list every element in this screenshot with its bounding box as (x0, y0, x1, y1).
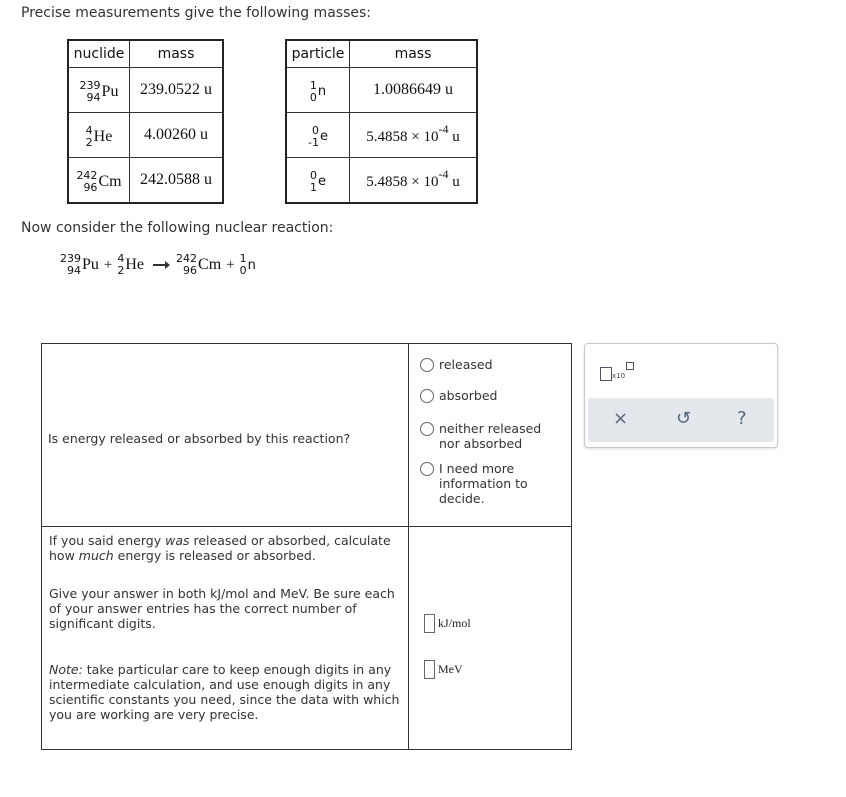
mev-input[interactable] (424, 660, 435, 679)
particle-cell (286, 113, 350, 158)
particle-header: particle (286, 40, 350, 68)
option-need-more-info[interactable]: I need more information to decide. (420, 461, 570, 506)
question2-note: Note: take particular care to keep enough digits in any intermediate calculation, and use enough digits in any scientific constants you need, since the data with which you are working are very precise. (49, 662, 400, 722)
mev-unit: MeV (438, 662, 463, 676)
mass-header: mass (130, 40, 224, 68)
nuclear-reaction-equation (60, 254, 256, 276)
clear-icon[interactable]: × (613, 408, 629, 429)
nuclide-cell (68, 158, 130, 204)
question1-options (409, 344, 572, 527)
particle-cell (286, 158, 350, 204)
answer-inputs (409, 527, 572, 750)
reactant-he: 4 2 He (117, 252, 145, 277)
kj-mol-answer[interactable] (424, 614, 570, 633)
option-neither[interactable]: neither released nor absorbed (420, 421, 570, 451)
mass-cell: $5.4858 \times 10^{-4}$ u (350, 113, 478, 158)
x10-button[interactable]: x10 (600, 362, 626, 382)
option-released[interactable]: released (420, 357, 570, 372)
question2-paragraph-2: Give your answer in both kJ/mol and MeV. Be sure each of your answer entries has the correct number of significant digits. (49, 586, 395, 631)
radio-button[interactable] (420, 389, 434, 403)
reactant-pu: 239 94 Pu (60, 252, 99, 277)
mass-cell: 1.0086649 u (350, 68, 478, 113)
particle-electron: 0 -1 e (308, 123, 328, 149)
mass-cell: 239.0522 u (130, 68, 224, 113)
question-table (41, 343, 572, 750)
mass-cell: 4.00260 u (130, 113, 224, 158)
tool-bar (588, 398, 774, 442)
answer-tools-panel (584, 343, 778, 448)
question2-paragraph-1: If you said energy was released or absorbed, calculate how much energy is released or absorbed. (49, 533, 391, 563)
help-icon[interactable]: ? (737, 408, 747, 429)
nuclide-mass-table (67, 39, 224, 204)
kj-mol-input[interactable] (424, 614, 435, 633)
question2-prompt-cell (42, 527, 409, 750)
superscript-box-icon (626, 362, 634, 370)
radio-button[interactable] (420, 422, 434, 436)
option-absorbed[interactable]: absorbed (420, 388, 570, 403)
kj-mol-unit: kJ/mol (438, 616, 471, 630)
radio-button[interactable] (420, 462, 434, 476)
table-row (286, 113, 477, 158)
particle-cell (286, 68, 350, 113)
intro-text: Precise measurements give the following masses: (21, 5, 371, 21)
particle-neutron: 1 0 n (309, 78, 327, 104)
plus-sign: + (103, 256, 113, 273)
question1-prompt: Is energy released or absorbed by this reaction? (48, 430, 351, 446)
nuclide-cm: 242 96 Cm (76, 168, 122, 194)
table-row (68, 113, 223, 158)
product-neutron: 1 0 n (239, 252, 256, 277)
nuclide-cell (68, 68, 130, 113)
nuclide-pu: 239 94 Pu (79, 78, 119, 104)
table-row (68, 68, 223, 113)
reaction-arrow-icon (153, 264, 167, 266)
particle-positron: 0 1 e (310, 168, 326, 194)
mass-header: mass (350, 40, 478, 68)
particle-mass-table (285, 39, 478, 204)
exponent-box-icon (600, 367, 612, 381)
plus-sign: + (226, 256, 235, 273)
mev-answer[interactable] (424, 660, 570, 679)
table-row (68, 158, 223, 204)
product-cm: 242 96 Cm (176, 252, 222, 277)
question1-prompt-cell (42, 344, 409, 527)
table-row (286, 68, 477, 113)
mass-cell: 242.0588 u (130, 158, 224, 204)
nuclide-he: 4 2 He (85, 123, 113, 149)
undo-icon[interactable]: ↺ (676, 408, 692, 429)
radio-button[interactable] (420, 358, 434, 372)
table-row (286, 158, 477, 204)
nuclide-cell (68, 113, 130, 158)
nuclide-header: nuclide (68, 40, 130, 68)
reaction-intro: Now consider the following nuclear reaction: (21, 220, 334, 236)
mass-cell: $5.4858 \times 10^{-4}$ u (350, 158, 478, 204)
